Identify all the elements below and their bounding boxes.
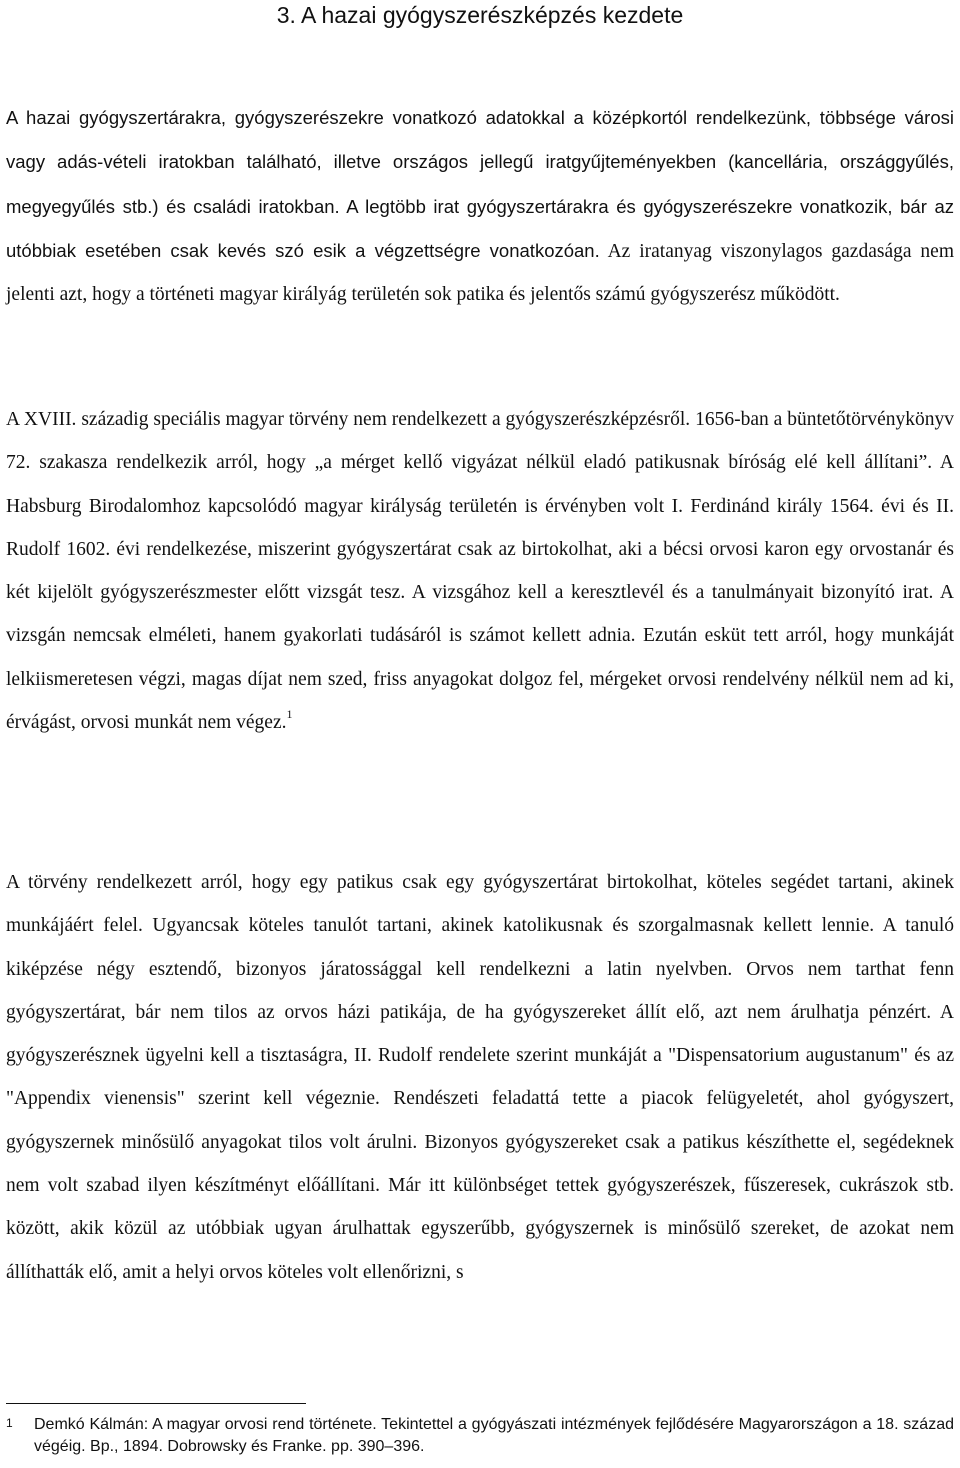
paragraph-1 bbox=[6, 96, 954, 316]
footnote-divider bbox=[6, 1403, 306, 1404]
section-heading: 3. A hazai gyógyszerészképzés kezdete bbox=[276, 2, 684, 28]
paragraph-2 bbox=[6, 398, 954, 744]
footnote-text: Demkó Kálmán: A magyar orvosi rend története. Tekintettel a gyógyászati intézmények fejlődésére Magyarországon a 18. század végéig. Bp., 1894. Dobrowsky és Franke. pp. 390–396. bbox=[34, 1416, 954, 1455]
footnote bbox=[6, 1414, 954, 1458]
paragraph-2-text: A XVIII. századig speciális magyar törvény nem rendelkezett a gyógyszerészképzésről. 1656-ban a büntetőtörvénykönyv 72. szakasza rendelkezik arról, hogy „a mérget kellő vigyázat nélkül eladó patikusnak bíróság elé kell állítani”. A Habsburg Birodalomhoz kapcsolódó magyar királyság területén is érvényben volt I. Ferdinánd király 1564. évi és II. Rudolf 1602. évi rendelkezése, miszerint gyógyszertárat csak az birtokolhat, aki a bécsi orvosi karon egy orvostanár és két kijelölt gyógyszerészmester előtt vizsgát tesz. A vizsgához kell a keresztlevél és a tanulmányait bizonyító irat. A vizsgán nemcsak elméleti, hanem gyakorlati tudásáról is számot kellett adnia. Ezután esküt tett arról, hogy munkáját lelkiismeretesen végzi, magas díjat nem szed, friss anyagokat dolgoz fel, mérgeket orvosi rendelvény nélkül nem ad ki, érvágást, orvosi munkát nem végez. bbox=[6, 409, 954, 734]
footnote-reference[interactable]: 1 bbox=[286, 707, 293, 722]
footnote-mark: 1 bbox=[6, 1416, 13, 1430]
paragraph-1-rest: Az iratanyag viszonylagos gazdasága nem jelenti azt, hogy a történeti magyar királyág területén sok patika és jelentős számú gyógyszerész működött. bbox=[6, 240, 954, 306]
paragraph-3: A törvény rendelkezett arról, hogy egy patikus csak egy gyógyszertárat birtokolhat, köteles segédet tartani, akinek munkájáért felel. Ugyancsak köteles tanulót tartani, akinek katolikusnak és szorgalmasnak kellett lennie. A tanuló kiképzése négy esztendő, bizonyos járatossággal kell rendelkezni a latin nyelvben. Orvos nem tarthat fenn gyógyszertárat, bár nem tilos az orvos házi patikája, de ha gyógyszereket állít elő, azt nem árulhatja pénzért. A gyógyszerésznek ügyelni kell a tisztaságra, II. Rudolf rendelete szerint munkáját a "Dispensatorium augustanum" és az "Appendix vienensis" szerint kell végeznie. Rendészeti feladattá tette a piacok felügyeletét, ahol gyógyszert, gyógyszernek minősülő anyagokat tilos volt árulni. Bizonyos gyógyszereket csak a patikus készíthette el, segédeknek nem volt szabad ilyen készítményt előállítani. Már itt különbséget tettek gyógyszerészek, fűszeresek, cukrászok stb. között, akik közül az utóbbiak ugyan árulhattak egyszerűbb, gyógyszernek is minősülő szereket, de azokat nem állíthatták elő, amit a helyi orvos köteles volt ellenőrizni, s bbox=[6, 872, 954, 1283]
paragraph-1-lead: A hazai gyógyszertárakra, gyógyszerészekre vonatkozó adatokkal a középkortól rendelkezünk, többsége városi vagy adás-vételi iratokban található, illetve országos jellegű iratgyűjteményekben (kancellária, országgyűlés, megyegyűlés stb.) és családi iratokban. A legtöbb irat gyógyszertárakra és gyógyszerészekre vonatkozik, bár az utóbbiak esetében csak kevés szó esik a végzettségre vonatkozóan. bbox=[6, 107, 954, 261]
